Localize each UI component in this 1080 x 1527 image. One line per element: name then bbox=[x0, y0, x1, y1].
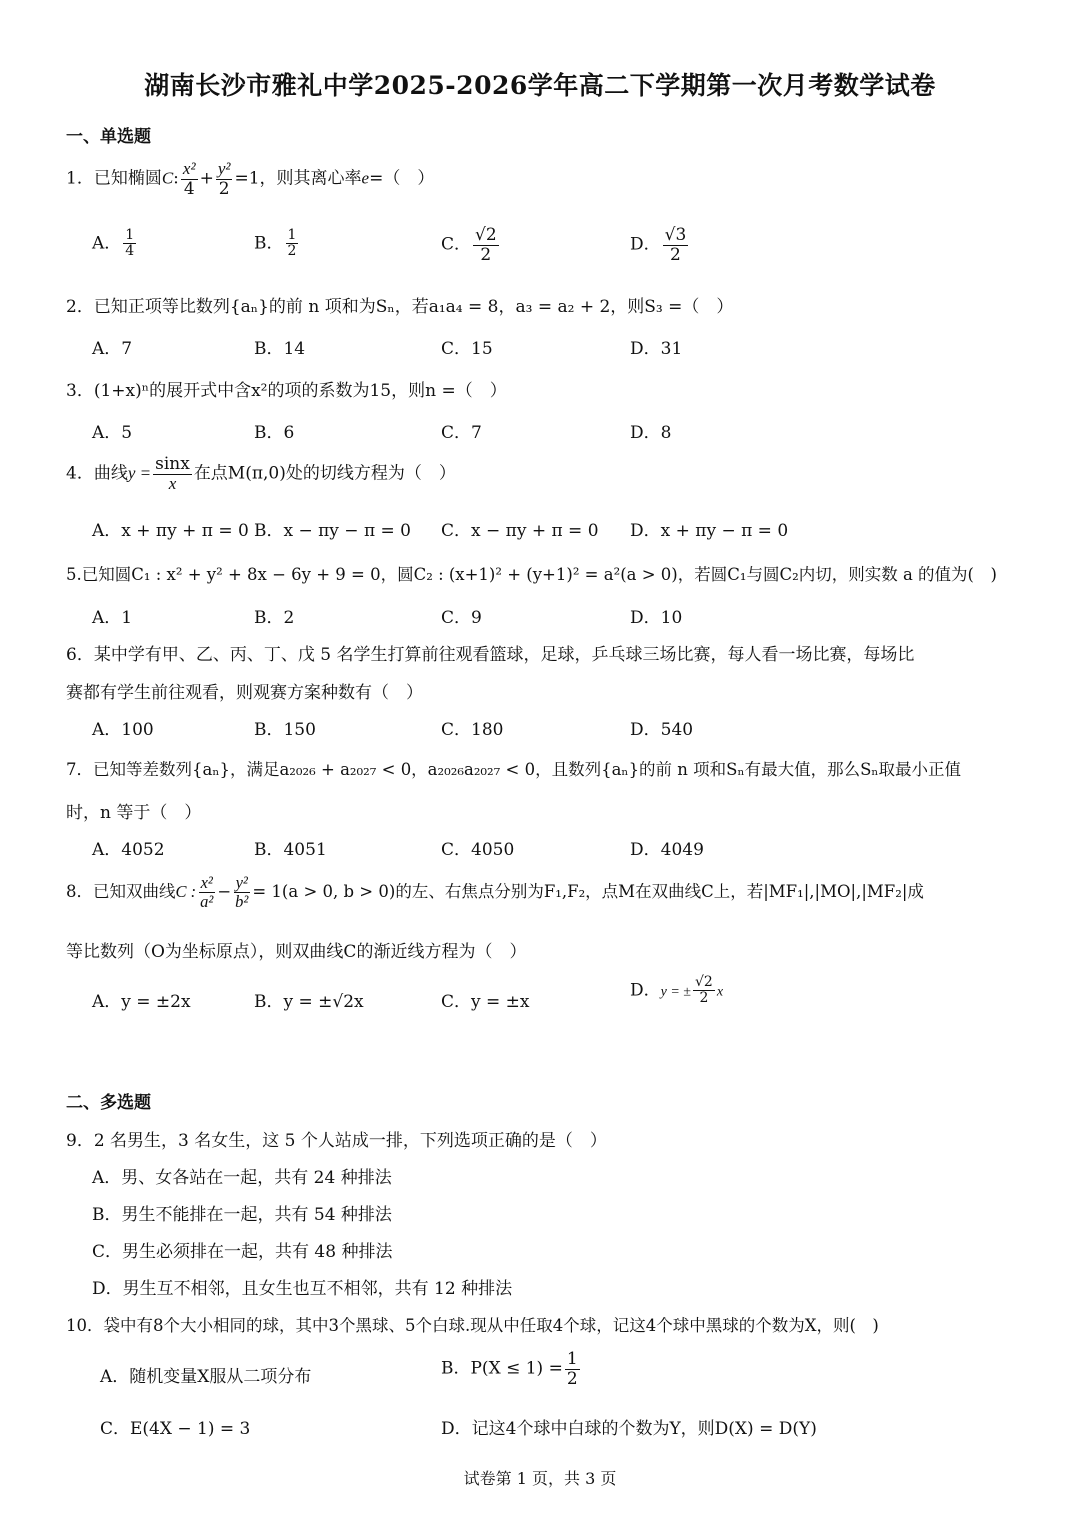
q10-option-a: A．随机变量X服从二项分布 bbox=[100, 1367, 312, 1387]
q8-option-a: A．y = ±2x bbox=[92, 992, 191, 1012]
q10-option-c: C．E(4X − 1) = 3 bbox=[100, 1419, 251, 1439]
q1-option-d: D． $\frac{√3}{2}$ bbox=[630, 225, 687, 265]
q6-option-d: D．540 bbox=[630, 720, 694, 740]
question-7-line-2: 时，n 等于（ ） bbox=[66, 803, 202, 823]
question-9: 9．2 名男生，3 名女生，这 5 个人站成一排，下列选项正确的是（ ） bbox=[66, 1131, 607, 1151]
section-multiple-choice: 二、多选题 bbox=[66, 1093, 151, 1113]
q2-option-a: A．7 bbox=[92, 339, 133, 359]
question-4: 4．曲线y = $\frac{\sin x}{x}$ 在点M(π,0)处的切线方程为（ ） bbox=[66, 454, 456, 493]
q3-option-b: B．6 bbox=[254, 423, 295, 443]
q5-option-d: D．10 bbox=[630, 608, 683, 628]
question-8-line-1: 8．已知双曲线C : $\frac{\text{x²}}{\text{a²}}$ − $\frac{\text{y²}}{\text{b²}}$ = 1(a > 0, b > 0)的左、右焦点分别为F₁,F₂，点M在双曲线C上，若|MF₁|,|MO|,|MF₂|成 bbox=[66, 873, 924, 912]
q3-option-a: A．5 bbox=[92, 423, 133, 443]
question-6-line-2: 赛都有学生前往观看，则观赛方案种数有（ ） bbox=[66, 683, 423, 703]
question-10: 10．袋中有8个大小相同的球，其中3个黑球、5个白球.现从中任取4个球，记这4个球中黑球的个数为X，则( ) bbox=[66, 1316, 879, 1335]
question-8-line-2: 等比数列（O为坐标原点），则双曲线C的渐近线方程为（ ） bbox=[66, 942, 527, 962]
q3-option-d: D．8 bbox=[630, 423, 672, 443]
q4-option-a: A．x + πy + π = 0 bbox=[92, 521, 249, 541]
q6-option-a: A．100 bbox=[92, 720, 154, 740]
q8-option-d: D．y = ± $\frac{√2}{2}$ x bbox=[630, 974, 724, 1007]
q3-option-c: C．7 bbox=[441, 423, 482, 443]
question-6-line-1: 6．某中学有甲、乙、丙、丁、戊 5 名学生打算前往观看篮球，足球，乒乓球三场比赛，每人看一场比赛，每场比 bbox=[66, 645, 915, 665]
question-3: 3．(1+x)ⁿ的展开式中含x²的项的系数为15，则n =（ ） bbox=[66, 381, 507, 401]
q7-option-d: D．4049 bbox=[630, 840, 704, 860]
q2-option-b: B．14 bbox=[254, 339, 306, 359]
q1-option-a: A． $\frac{1}{4}$ bbox=[92, 227, 135, 260]
question-5: 5.已知圆C₁ : x² + y² + 8x − 6y + 9 = 0，圆C₂ : (x+1)² + (y+1)² = a²(a > 0)，若圆C₁与圆C₂内切，则实数 a 的值为( ) bbox=[66, 565, 997, 584]
q5-option-c: C．9 bbox=[441, 608, 482, 628]
q1-option-c: C． $\frac{√2}{2}$ bbox=[441, 225, 497, 265]
q2-option-d: D．31 bbox=[630, 339, 683, 359]
q5-option-a: A．1 bbox=[92, 608, 133, 628]
q9-option-d: D．男生互不相邻，且女生也互不相邻，共有 12 种排法 bbox=[92, 1279, 513, 1299]
q9-option-c: C．男生必须排在一起，共有 48 种排法 bbox=[92, 1242, 393, 1262]
q8-option-c: C．y = ±x bbox=[441, 992, 530, 1012]
q5-option-b: B．2 bbox=[254, 608, 295, 628]
q4-option-b: B．x − πy − π = 0 bbox=[254, 521, 412, 541]
question-1: 1．已知椭圆C: $\frac{\text{x²}}{4}$ + $\frac{\text{y²}}{2}$ =1，则其离心率e=（ ） bbox=[66, 159, 435, 199]
q7-option-b: B．4051 bbox=[254, 840, 327, 860]
q4-option-d: D．x + πy − π = 0 bbox=[630, 521, 789, 541]
q6-option-c: C．180 bbox=[441, 720, 504, 740]
q8-option-b: B．y = ±√2x bbox=[254, 992, 364, 1012]
q4-option-c: C．x − πy + π = 0 bbox=[441, 521, 599, 541]
q2-option-c: C．15 bbox=[441, 339, 493, 359]
q10-option-b: B．P(X ≤ 1) = $\frac{1}{2}$ bbox=[441, 1349, 578, 1389]
q1-option-b: B． $\frac{1}{2}$ bbox=[254, 227, 297, 260]
question-7-line-1: 7．已知等差数列{aₙ}，满足a₂₀₂₆ + a₂₀₂₇ < 0，a₂₀₂₆a₂₀₂₇ < 0，且数列{aₙ}的前 n 项和Sₙ有最大值，那么Sₙ取最小正值 bbox=[66, 760, 962, 779]
page-footer: 试卷第 1 页，共 3 页 bbox=[463, 1469, 617, 1488]
section-single-choice: 一、单选题 bbox=[66, 127, 151, 147]
q7-option-a: A．4052 bbox=[92, 840, 165, 860]
q6-option-b: B．150 bbox=[254, 720, 316, 740]
q10-option-d: D．记这4个球中白球的个数为Y，则D(X) = D(Y) bbox=[441, 1419, 817, 1439]
exam-title: 湖南长沙市雅礼中学2025-2026学年高二下学期第一次月考数学试卷 bbox=[144, 71, 936, 100]
q9-option-b: B．男生不能排在一起，共有 54 种排法 bbox=[92, 1205, 392, 1225]
q7-option-c: C．4050 bbox=[441, 840, 515, 860]
question-2: 2．已知正项等比数列{aₙ}的前 n 项和为Sₙ，若a₁a₄ = 8，a₃ = a₂ + 2，则S₃ =（ ） bbox=[66, 297, 734, 317]
q9-option-a: A．男、女各站在一起，共有 24 种排法 bbox=[92, 1168, 392, 1188]
